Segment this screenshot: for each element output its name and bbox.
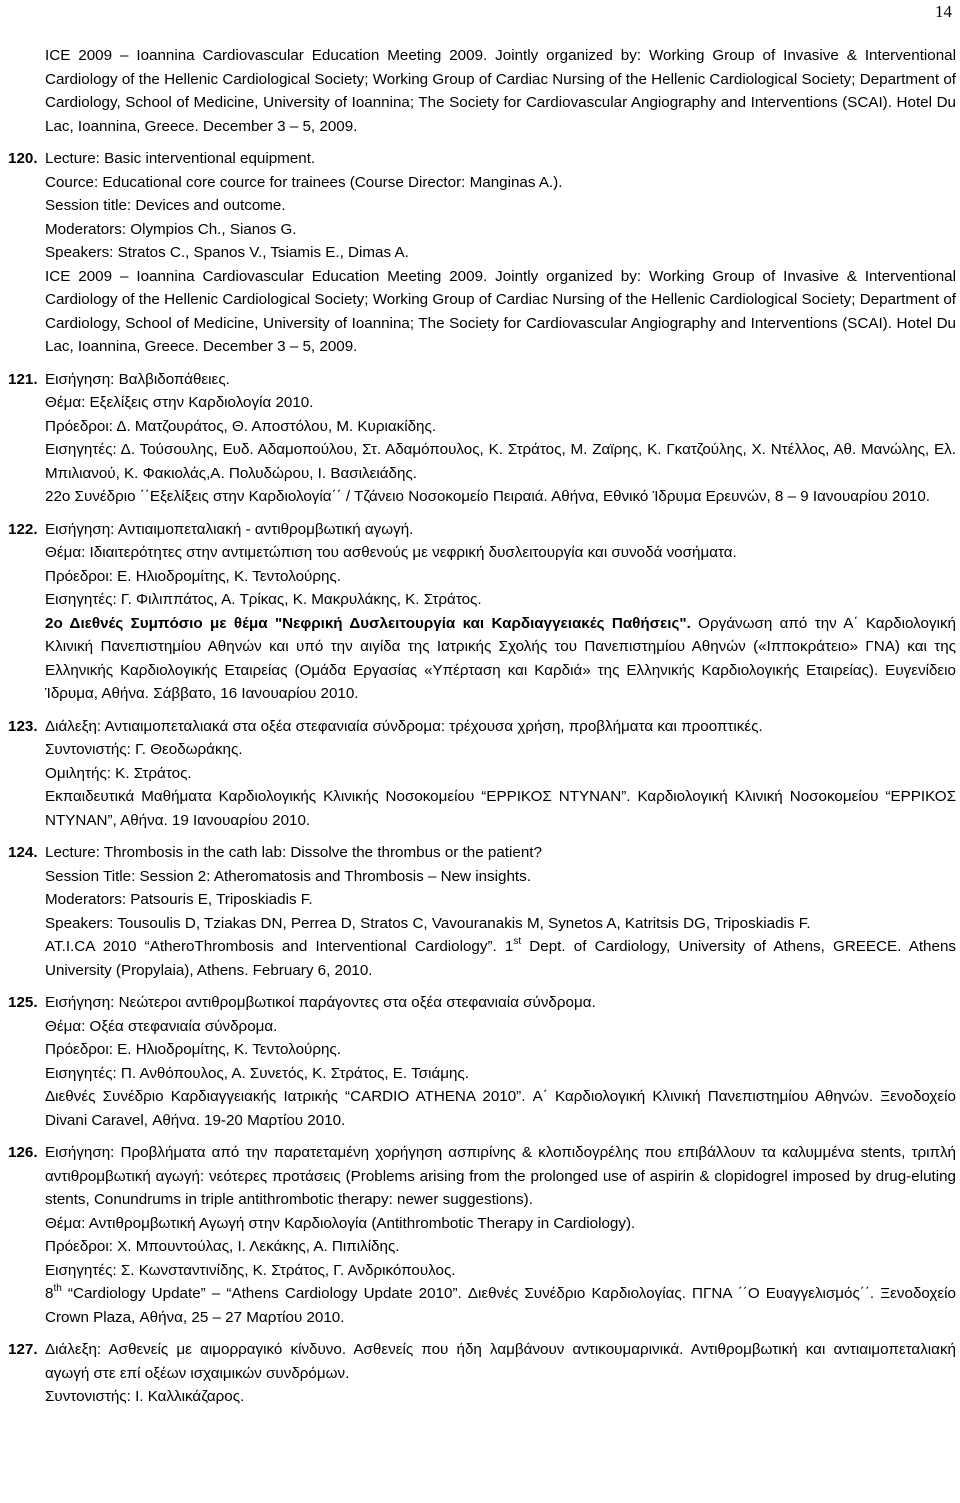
entry-line: Θέμα: Αντιθρομβωτική Αγωγή στην Καρδιολογία (Antithrombotic Therapy in Cardiology). xyxy=(45,1214,636,1232)
list-item xyxy=(8,1141,956,1329)
entry-number: 127. xyxy=(8,1341,38,1358)
entry-number: 121. xyxy=(8,370,38,388)
entry-line: Πρόεδροι: Χ. Μπουντούλας, Ι. Λεκάκης, Α. Πιπιλίδης. xyxy=(45,1238,400,1255)
list-item xyxy=(8,368,956,509)
list-item xyxy=(8,518,956,706)
entry-line: Cource: Educational core cource for trainees (Course Director: Manginas A.). xyxy=(45,173,563,191)
entry-line: Πρόεδροι: Ε. Ηλιοδρομίτης, Κ. Τεντολούρης. xyxy=(45,567,341,585)
entry-line: Εκπαιδευτικά Μαθήματα Καρδιολογικής Κλινικής Νοσοκομείου “ΕΡΡΙΚΟΣ ΝΤΥΝΑΝ”. Καρδιολογική Κλινική Νοσοκομείου “ΕΡΡΙΚΟΣ ΝΤΥΝΑΝ”, Αθήνα. 19 Ιανουαρίου 2010. xyxy=(45,788,956,829)
event-line xyxy=(45,1282,956,1329)
list-item xyxy=(8,147,956,359)
entry-line: Θέμα: Οξέα στεφανιαία σύνδρομα. xyxy=(45,1017,278,1035)
ordinal-suffix: th xyxy=(53,1282,62,1294)
entry-line: Εισήγηση: Βαλβιδοπάθειες. xyxy=(45,370,230,388)
entry-line: Moderators: Olympios Ch., Sianos G. xyxy=(45,220,297,238)
entry-line: Moderators: Patsouris E, Triposkiadis F. xyxy=(45,891,313,908)
entry-number: 122. xyxy=(8,520,38,538)
entry-line: Εισήγηση: Νεώτεροι αντιθρομβωτικοί παράγοντες στα οξέα στεφανιαία σύνδρομα. xyxy=(45,994,596,1011)
entry-line: Session title: Devices and outcome. xyxy=(45,197,286,214)
event-text: AT.I.CA 2010 “AtheroThrombosis and Interventional Cardiology”. 1 xyxy=(45,938,514,955)
entry-line: 22ο Συνέδριο ΄΄Εξελίξεις στην Καρδιολογία΄΄ / Τζάνειο Νοσοκομείο Πειραιά. Αθήνα, Εθνικό Ίδρυμα Ερευνών, 8 – 9 Ιανουαρίου 2010. xyxy=(45,488,931,505)
list-item xyxy=(8,1338,956,1409)
event-text: “Cardiology Update” – “Athens Cardiology Update 2010”. Διεθνές Συνέδριο Καρδιολογίας. ΠΓΝΑ ΄΄Ο Ευαγγελισμός΄΄. Ξενοδοχείο Crown Plaza, Αθήνα, 25 – 27 Μαρτίου 2010. xyxy=(45,1285,956,1326)
entry-number: 124. xyxy=(8,844,38,861)
entry-line: Speakers: Stratos C., Spanos V., Tsiamis E., Dimas A. xyxy=(45,244,409,261)
entry-number: 120. xyxy=(8,150,38,167)
entry-line: Εισηγητές: Π. Ανθόπουλος, Α. Συνετός, Κ. Στράτος, Ε. Τσιάμης. xyxy=(45,1064,469,1082)
event-text: 8 xyxy=(45,1285,54,1302)
entry-line: Θέμα: Ιδιαιτερότητες στην αντιμετώπιση του ασθενούς με νεφρική δυσλειτουργία και συνοδά νοσήματα. xyxy=(45,544,737,561)
event-line xyxy=(45,935,956,982)
entry-line: Session Title: Session 2: Atheromatosis and Thrombosis – New insights. xyxy=(45,867,531,885)
entry-line: Εισήγηση: Προβλήματα από την παρατεταμένη χορήγηση ασπιρίνης & κλοπιδογρέλης που επιβάλλουν τα καλυμμένα stents, τριπλή αντιθρομβωτική αγωγή: νεότερες προτάσεις (Problems arising from the prolonged use of aspirin & clopidogrel imposed by drug-eluting stents, Conundrums in triple antithrombotic therapy: newer suggestions). xyxy=(45,1144,956,1208)
entry-line: Εισηγητές: Δ. Τούσουλης, Ευδ. Αδαμοπούλου, Στ. Αδαμόπουλος, Κ. Στράτος, Μ. Ζαϊρης, Κ. Γκατζούλης, Χ. Ντέλλος, Αθ. Μανώλης, Ελ. Μπιλιανού, Κ. Φακιολάς,Α. Πολυδώρου, Ι. Βασιλειάδης. xyxy=(45,441,956,482)
list-item xyxy=(8,841,956,982)
entry-line: Διάλεξη: Αντιαιμοπεταλιακά στα οξέα στεφανιαία σύνδρομα: τρέχουσα χρήση, προβλήματα και προοπτικές. xyxy=(45,717,763,735)
entry-number: 125. xyxy=(8,994,38,1011)
entry-line: Θέμα: Εξελίξεις στην Καρδιολογία 2010. xyxy=(45,394,314,411)
entry-line: Διάλεξη: Ασθενείς με αιμορραγικό κίνδυνο. Ασθενείς που ήδη λαμβάνουν αντικουμαρινικά. Αντιθρομβωτική και αντιαιμοπεταλιακή αγωγή στε επί οξέων ισχαιμικών συνδρόμων. xyxy=(45,1341,956,1382)
entry-line: Lecture: Basic interventional equipment. xyxy=(45,150,316,167)
intro-paragraph: ICE 2009 – Ioannina Cardiovascular Education Meeting 2009. Jointly organized by: Working Group of Invasive & Interventional Cardiology of the Hellenic Cardiological Society; Working Group of Cardiac Nursing of the Hellenic Cardiological Society; Department of Cardiology, School of Medicine, University of Ioannina; The Society for Cardiovascular Angiography and Interventions (SCAI). Hotel Du Lac, Ioannina, Greece. December 3 – 5, 2009. xyxy=(45,47,956,135)
entry-line: Πρόεδροι: Ε. Ηλιοδρομίτης, Κ. Τεντολούρης. xyxy=(45,1041,341,1058)
entry-line: Εισηγητές: Σ. Κωνσταντινίδης, Κ. Στράτος, Γ. Ανδρικόπουλος. xyxy=(45,1261,456,1279)
entry-line: Εισηγητές: Γ. Φιλιππάτος, Α. Τρίκας, Κ. Μακρυλάκης, Κ. Στράτος. xyxy=(45,591,482,608)
entry-line: Εισήγηση: Αντιαιμοπεταλιακή - αντιθρομβωτική αγωγή. xyxy=(45,520,414,538)
entry-line: ICE 2009 – Ioannina Cardiovascular Education Meeting 2009. Jointly organized by: Working Group of Invasive & Interventional Cardiology of the Hellenic Cardiological Society; Working Group of Cardiac Nursing of the Hellenic Cardiological Society; Department of Cardiology, School of Medicine, University of Ioannina; The Society for Cardiovascular Angiography and Interventions (SCAI). Hotel Du Lac, Ioannina, Greece. December 3 – 5, 2009. xyxy=(45,267,956,355)
ordinal-suffix: st xyxy=(513,935,522,947)
entry-line: Συντονιστής: Ι. Καλλικάζαρος. xyxy=(45,1388,245,1405)
event-line xyxy=(45,612,956,706)
entry-number: 123. xyxy=(8,717,38,735)
event-title: 2ο Διεθνές Συμπόσιο με θέμα "Νεφρική Δυσλειτουργία και Καρδιαγγειακές Παθήσεις". xyxy=(45,614,691,632)
list-item xyxy=(8,991,956,1132)
entry-line: Διεθνές Συνέδριο Καρδιαγγειακής Ιατρικής “CARDIO ATHENA 2010”. Α΄ Καρδιολογική Κλινική Πανεπιστημίου Αθηνών. Ξενοδοχείο Divani Caravel, Αθήνα. 19-20 Μαρτίου 2010. xyxy=(45,1088,956,1129)
event-text: Dept. of Cardiology, University of Athens, GREECE. Athens University (Propylaia), Athens. February 6, 2010. xyxy=(45,938,956,979)
list-item xyxy=(8,715,956,833)
entry-line: Lecture: Thrombosis in the cath lab: Dissolve the thrombus or the patient? xyxy=(45,844,542,861)
entry-number: 126. xyxy=(8,1144,38,1161)
entry-line: Συντονιστής: Γ. Θεοδωράκης. xyxy=(45,741,243,758)
entry-line: Ομιλητής: Κ. Στράτος. xyxy=(45,764,192,782)
event-details: Οργάνωση από την Α΄ Καρδιολογική Κλινική Πανεπιστημίου Αθηνών και υπό την αιγίδα της Ιατρικής Σχολής του Πανεπιστημίου Αθηνών («Ιπποκράτειο» ΓΝΑ) και της Ελληνικής Καρδιολογικής Εταιρείας (Ομάδα Εργασίας «Υπέρταση και Καρδιά» της Ελληνικής Καρδιολογικής Εταιρείας). Ευγενίδειο Ίδρυμα, Αθήνα. Σάββατο, 16 Ιανουαρίου 2010. xyxy=(45,614,956,702)
document-body xyxy=(8,44,956,1418)
entry-line: Speakers: Tousoulis D, Tziakas DN, Perrea D, Stratos C, Vavouranakis M, Synetos A, Katritsis DG, Triposkiadis F. xyxy=(45,914,811,932)
entry-line: Πρόεδροι: Δ. Ματζουράτος, Θ. Αποστόλου, Μ. Κυριακίδης. xyxy=(45,417,437,435)
page-number: 14 xyxy=(935,2,952,21)
